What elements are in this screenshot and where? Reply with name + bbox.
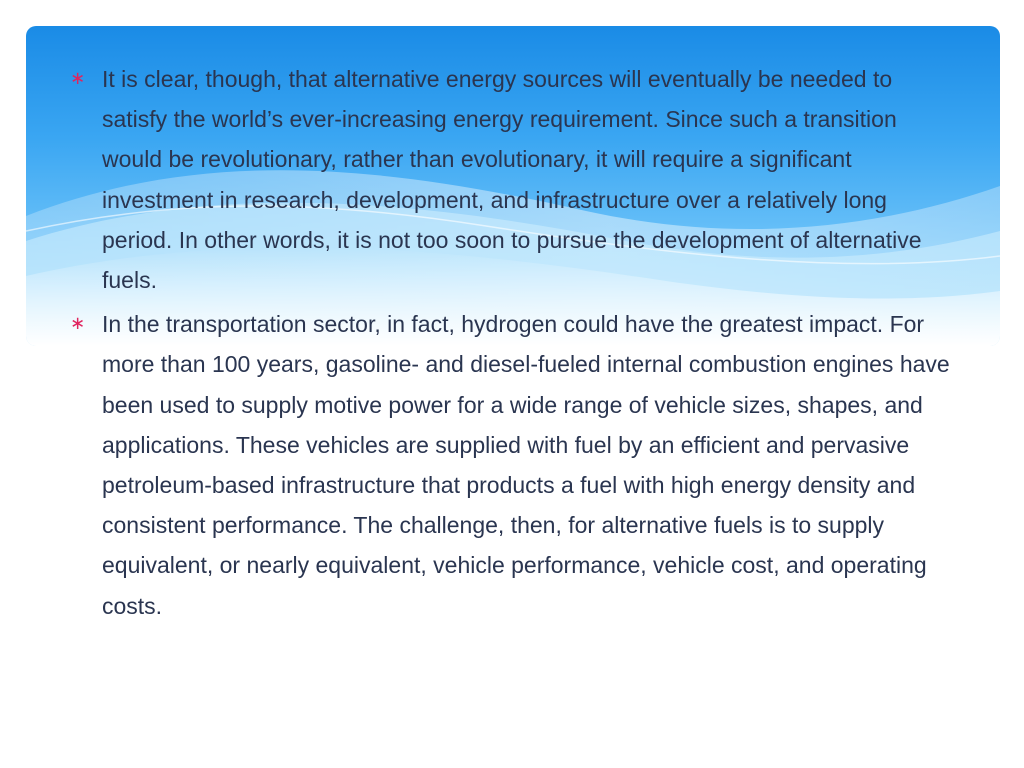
bullet-item (70, 59, 950, 300)
slide-body (70, 59, 950, 630)
bullet-text: In the transportation sector, in fact, hydrogen could have the greatest impact. For more than 100 years, gasoline- and diesel-fueled internal combustion engines have been used to supply motive power for a wide range of vehicle sizes, shapes, and applications. These vehicles are supplied with fuel by an efficient and pervasive petroleum-based infrastructure that products a fuel with high energy density and consistent performance. The challenge, then, for alternative fuels is to supply equivalent, or nearly equivalent, vehicle performance, vehicle cost, and operating costs. (102, 311, 950, 619)
asterisk-bullet-icon: ∗ (70, 313, 86, 335)
asterisk-bullet-icon: ∗ (70, 68, 86, 89)
bullet-item (70, 304, 950, 626)
bullet-text: It is clear, though, that alternative energy sources will eventually be needed to satisfy the world’s ever-increasing energy requirement. Since such a transition would be revolutionary, rather than evolutionary, it will require a significant investment in research, development, and infrastructure over a relatively long period. In other words, it is not too soon to pursue the development of alternative fuels. (102, 66, 922, 294)
